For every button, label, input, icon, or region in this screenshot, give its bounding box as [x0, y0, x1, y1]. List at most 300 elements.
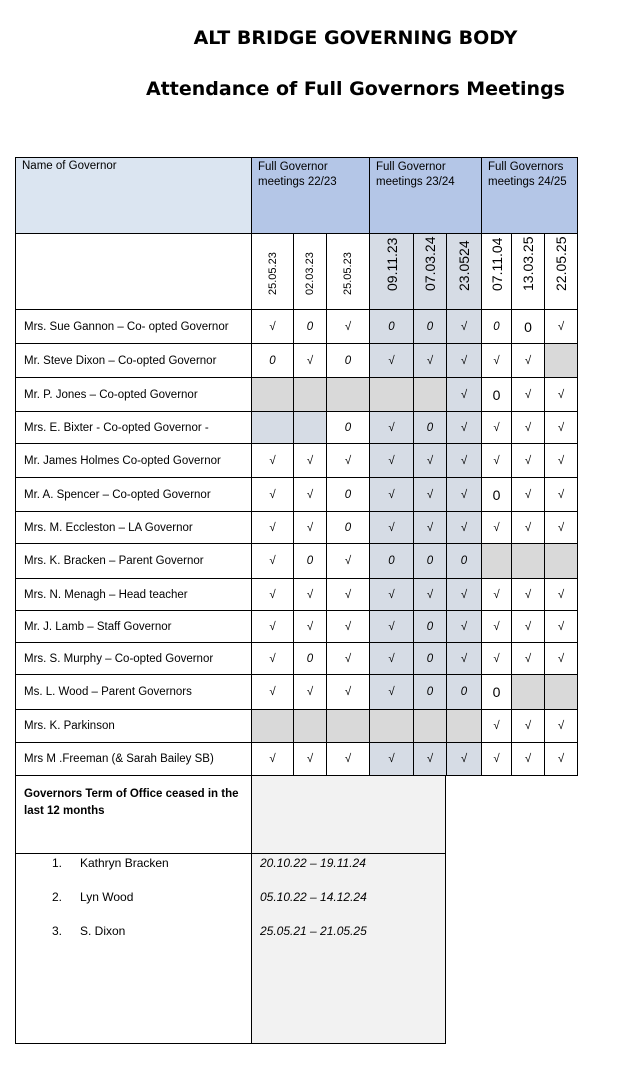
attendance-cell [327, 478, 370, 512]
attendance-mark: √ [524, 521, 532, 534]
attendance-cell [482, 344, 512, 378]
attendance-mark: √ [557, 488, 565, 501]
attendance-cell [294, 412, 327, 444]
attendance-cell [370, 512, 414, 544]
attendance-mark: √ [269, 521, 276, 534]
date-label: 07.11.04 [488, 237, 505, 291]
governor-row [16, 310, 578, 344]
attendance-mark: √ [524, 421, 532, 434]
attendance-mark: √ [524, 652, 532, 665]
attendance-cell [294, 710, 327, 743]
attendance-cell [482, 611, 512, 643]
attendance-mark: √ [269, 454, 276, 467]
attendance-cell [545, 544, 578, 579]
attendance-cell [370, 478, 414, 512]
attendance-cell [414, 412, 447, 444]
attendance-cell [327, 512, 370, 544]
attendance-mark: √ [460, 588, 468, 601]
date-header [414, 234, 447, 310]
governor-row [16, 643, 578, 675]
attendance-cell [512, 643, 545, 675]
attendance-mark: 0 [426, 686, 434, 698]
attendance-cell [414, 378, 447, 412]
attendance-cell [252, 643, 294, 675]
attendance-mark: √ [460, 320, 468, 333]
attendance-cell [294, 310, 327, 344]
attendance-cell [252, 544, 294, 579]
attendance-mark: √ [306, 354, 314, 367]
attendance-mark: 0 [460, 686, 468, 698]
governor-name: Mr. P. Jones – Co-opted Governor [16, 378, 252, 412]
governor-row [16, 344, 578, 378]
attendance-cell [294, 579, 327, 611]
attendance-cell [447, 544, 482, 579]
attendance-cell [447, 743, 482, 776]
attendance-cell [512, 579, 545, 611]
attendance-mark: 0 [306, 652, 314, 665]
attendance-mark: 0 [344, 354, 352, 367]
attendance-cell [545, 412, 578, 444]
date-header [370, 234, 414, 310]
attendance-mark: 0 [426, 555, 434, 567]
attendance-cell [447, 310, 482, 344]
attendance-cell [414, 675, 447, 710]
date-label: 07.03.24 [422, 236, 438, 291]
attendance-mark: √ [426, 521, 434, 534]
attendance-cell [545, 675, 578, 710]
attendance-mark: √ [524, 388, 532, 401]
date-label: 23.0524 [456, 240, 472, 291]
date-header [512, 234, 545, 310]
governor-row [16, 743, 578, 776]
attendance-cell [414, 310, 447, 344]
attendance-mark: √ [388, 521, 395, 534]
attendance-cell [512, 478, 545, 512]
attendance-cell [252, 743, 294, 776]
attendance-mark: √ [557, 454, 565, 467]
attendance-mark: √ [460, 521, 468, 534]
attendance-mark: √ [388, 421, 395, 434]
attendance-mark: 0 [426, 652, 434, 665]
governor-name: Mr. A. Spencer – Co-opted Governor [16, 478, 252, 512]
date-header [294, 234, 327, 310]
attendance-mark: 0 [388, 320, 395, 333]
attendance-mark: √ [269, 686, 276, 698]
attendance-mark: √ [269, 488, 276, 501]
attendance-cell [252, 579, 294, 611]
attendance-cell [545, 710, 578, 743]
attendance-mark: √ [388, 652, 395, 665]
attendance-cell [512, 310, 545, 344]
date-header [447, 234, 482, 310]
attendance-cell [370, 675, 414, 710]
attendance-mark: √ [388, 588, 395, 601]
attendance-cell [294, 743, 327, 776]
attendance-cell [482, 378, 512, 412]
attendance-mark: √ [306, 620, 314, 633]
attendance-cell [447, 643, 482, 675]
governor-row [16, 512, 578, 544]
attendance-mark: √ [557, 421, 565, 434]
attendance-cell [447, 579, 482, 611]
attendance-mark: √ [269, 753, 276, 765]
attendance-mark: √ [557, 652, 565, 665]
governor-row [16, 579, 578, 611]
attendance-cell [545, 378, 578, 412]
attendance-mark: √ [524, 488, 532, 501]
attendance-mark: 0 [344, 521, 352, 534]
date-label: 25.05.23 [342, 252, 354, 295]
attendance-mark: √ [344, 686, 352, 698]
attendance-mark: √ [426, 454, 434, 467]
attendance-mark: √ [344, 652, 352, 665]
attendance-table [15, 157, 578, 776]
governor-name: Mrs. S. Murphy – Co-opted Governor [16, 643, 252, 675]
governor-row [16, 378, 578, 412]
attendance-mark: √ [460, 454, 468, 467]
attendance-cell [447, 710, 482, 743]
attendance-mark: √ [306, 488, 314, 501]
attendance-mark: √ [388, 753, 395, 765]
attendance-mark: √ [306, 521, 314, 534]
attendance-mark: √ [557, 388, 565, 401]
attendance-mark: 0 [344, 421, 352, 434]
attendance-cell [370, 378, 414, 412]
attendance-cell [414, 643, 447, 675]
governor-row [16, 710, 578, 743]
governor-row [16, 412, 578, 444]
attendance-mark: √ [524, 454, 532, 467]
attendance-cell [447, 344, 482, 378]
date-label: 22.05.25 [553, 236, 569, 291]
term-item-number: 3. [52, 924, 63, 938]
governor-name: Mr. Steve Dixon – Co-opted Governor [16, 344, 252, 378]
attendance-cell [252, 675, 294, 710]
term-item-dates: 05.10.22 – 14.12.24 [260, 890, 367, 904]
attendance-cell [545, 579, 578, 611]
attendance-mark: √ [388, 686, 395, 698]
attendance-mark: √ [557, 720, 565, 732]
attendance-cell [327, 344, 370, 378]
attendance-mark: √ [493, 720, 500, 732]
document-title: ALT BRIDGE GOVERNING BODY [193, 27, 518, 49]
attendance-cell [370, 310, 414, 344]
attendance-cell [327, 710, 370, 743]
attendance-cell [414, 512, 447, 544]
attendance-mark: 0 [306, 555, 314, 567]
attendance-mark: √ [344, 555, 352, 567]
governor-name: Mrs. K. Parkinson [16, 710, 252, 743]
attendance-cell [252, 378, 294, 412]
attendance-mark: √ [426, 588, 434, 601]
attendance-cell [252, 412, 294, 444]
date-label: 25.05.23 [266, 252, 279, 295]
governor-name: Mrs. K. Bracken – Parent Governor [16, 544, 252, 579]
attendance-mark: √ [426, 753, 434, 765]
attendance-mark: 0 [493, 320, 500, 333]
attendance-mark: √ [344, 753, 352, 765]
attendance-cell [447, 444, 482, 478]
governor-row [16, 478, 578, 512]
attendance-cell [545, 743, 578, 776]
term-item-number: 1. [52, 856, 63, 870]
term-item-name: Lyn Wood [80, 890, 134, 904]
attendance-cell [414, 444, 447, 478]
attendance-cell [482, 710, 512, 743]
attendance-cell [294, 611, 327, 643]
attendance-cell [294, 643, 327, 675]
term-names-cell [16, 854, 252, 1044]
attendance-cell [545, 512, 578, 544]
attendance-cell [482, 310, 512, 344]
attendance-mark: 0 [492, 684, 501, 700]
attendance-cell [512, 710, 545, 743]
attendance-cell [252, 344, 294, 378]
attendance-mark: 0 [492, 486, 501, 503]
attendance-mark: √ [344, 588, 352, 601]
attendance-cell [370, 444, 414, 478]
attendance-cell [294, 444, 327, 478]
attendance-cell [545, 611, 578, 643]
attendance-cell [545, 478, 578, 512]
attendance-mark: √ [460, 488, 468, 501]
attendance-mark: 0 [306, 320, 314, 333]
term-heading: Governors Term of Office ceased in the last 12 months [16, 776, 252, 854]
attendance-mark: √ [460, 652, 468, 665]
attendance-cell [482, 512, 512, 544]
term-heading-blank [252, 776, 446, 854]
attendance-mark: √ [493, 588, 500, 601]
attendance-cell [294, 378, 327, 412]
attendance-mark: √ [493, 521, 500, 534]
attendance-cell [294, 478, 327, 512]
attendance-cell [370, 743, 414, 776]
date-label: 02.03.23 [304, 252, 316, 295]
attendance-mark: √ [460, 620, 468, 633]
attendance-mark: √ [460, 388, 468, 401]
attendance-cell [482, 579, 512, 611]
term-item [16, 854, 251, 888]
attendance-cell [252, 710, 294, 743]
attendance-cell [414, 544, 447, 579]
attendance-cell [482, 743, 512, 776]
date-label: 09.11.23 [383, 237, 400, 291]
attendance-cell [370, 544, 414, 579]
attendance-mark: √ [493, 753, 500, 765]
term-item-name: S. Dixon [80, 924, 126, 938]
attendance-cell [447, 512, 482, 544]
attendance-mark: √ [388, 354, 395, 367]
attendance-cell [482, 412, 512, 444]
governor-name: Mrs. E. Bixter - Co-opted Governor - [16, 412, 252, 444]
attendance-mark: √ [557, 753, 565, 765]
attendance-mark: 0 [388, 555, 395, 567]
attendance-mark: √ [557, 521, 565, 534]
attendance-cell [252, 512, 294, 544]
term-dates-cell [252, 854, 446, 1044]
attendance-mark: 0 [492, 386, 501, 403]
governor-name: Mr. James Holmes Co-opted Governor [16, 444, 252, 478]
attendance-mark: √ [460, 421, 468, 434]
attendance-mark: √ [557, 320, 565, 333]
attendance-mark: √ [269, 588, 276, 601]
attendance-cell [252, 310, 294, 344]
date-row-blank [16, 234, 252, 310]
attendance-mark: √ [269, 555, 276, 567]
term-item-name: Kathryn Bracken [80, 856, 169, 870]
attendance-cell [370, 412, 414, 444]
attendance-cell [512, 743, 545, 776]
attendance-cell [512, 344, 545, 378]
group-header-2324: Full Governor meetings 23/24 [370, 158, 482, 234]
attendance-mark: 0 [426, 620, 434, 633]
attendance-mark: 0 [269, 354, 276, 367]
attendance-cell [370, 579, 414, 611]
attendance-mark: √ [493, 620, 500, 633]
attendance-mark: √ [524, 354, 532, 367]
attendance-mark: √ [426, 354, 434, 367]
attendance-mark: √ [426, 488, 434, 501]
attendance-cell [447, 611, 482, 643]
governor-name: Ms. L. Wood – Parent Governors [16, 675, 252, 710]
attendance-cell [252, 444, 294, 478]
attendance-mark: √ [524, 720, 532, 732]
governor-row [16, 611, 578, 643]
attendance-cell [545, 344, 578, 378]
attendance-cell [327, 643, 370, 675]
attendance-mark: √ [388, 488, 395, 501]
attendance-cell [327, 444, 370, 478]
attendance-cell [414, 743, 447, 776]
attendance-cell [370, 710, 414, 743]
attendance-mark: 0 [426, 320, 434, 333]
attendance-cell [447, 478, 482, 512]
document-subtitle: Attendance of Full Governors Meetings [145, 78, 565, 100]
attendance-mark: √ [460, 753, 468, 765]
term-item [16, 922, 251, 956]
attendance-cell [414, 478, 447, 512]
attendance-mark: √ [524, 620, 532, 633]
attendance-cell [294, 544, 327, 579]
attendance-cell [327, 310, 370, 344]
attendance-cell [482, 478, 512, 512]
attendance-cell [327, 544, 370, 579]
attendance-cell [327, 378, 370, 412]
attendance-cell [414, 611, 447, 643]
attendance-cell [327, 675, 370, 710]
attendance-cell [545, 310, 578, 344]
term-item [16, 888, 251, 922]
attendance-cell [414, 344, 447, 378]
attendance-cell [327, 579, 370, 611]
attendance-cell [370, 344, 414, 378]
attendance-mark: √ [269, 652, 276, 665]
attendance-cell [512, 444, 545, 478]
attendance-cell [414, 710, 447, 743]
attendance-mark: √ [493, 454, 500, 467]
group-header-2425: Full Governors meetings 24/25 [482, 158, 578, 234]
attendance-mark: √ [524, 588, 532, 601]
attendance-cell [512, 675, 545, 710]
date-header [327, 234, 370, 310]
attendance-mark: √ [493, 652, 500, 665]
attendance-cell [512, 378, 545, 412]
attendance-cell [545, 444, 578, 478]
governor-name: Mrs. N. Menagh – Head teacher [16, 579, 252, 611]
term-item-dates: 25.05.21 – 21.05.25 [260, 924, 367, 938]
governor-row [16, 675, 578, 710]
attendance-mark: √ [344, 454, 352, 467]
attendance-cell [512, 544, 545, 579]
attendance-cell [482, 544, 512, 579]
attendance-cell [294, 675, 327, 710]
attendance-cell [447, 675, 482, 710]
date-label: 13.03.25 [520, 236, 536, 291]
date-header [252, 234, 294, 310]
governor-name: Mrs. M. Eccleston – LA Governor [16, 512, 252, 544]
attendance-cell [370, 643, 414, 675]
attendance-cell [327, 412, 370, 444]
attendance-cell [252, 478, 294, 512]
attendance-cell [294, 344, 327, 378]
attendance-mark: √ [269, 620, 276, 633]
attendance-cell [482, 643, 512, 675]
attendance-mark: √ [557, 620, 565, 633]
attendance-cell [512, 611, 545, 643]
attendance-cell [512, 412, 545, 444]
attendance-cell [327, 743, 370, 776]
attendance-cell [252, 611, 294, 643]
attendance-mark: √ [344, 620, 352, 633]
attendance-mark: √ [306, 686, 314, 698]
attendance-mark: √ [269, 320, 276, 333]
attendance-cell [447, 412, 482, 444]
date-header [482, 234, 512, 310]
name-column-header: Name of Governor [16, 158, 252, 234]
attendance-mark: √ [524, 753, 532, 765]
attendance-cell [545, 643, 578, 675]
term-item-dates: 20.10.22 – 19.11.24 [260, 856, 366, 870]
date-header [545, 234, 578, 310]
attendance-cell [414, 579, 447, 611]
attendance-cell [482, 675, 512, 710]
attendance-mark: √ [306, 753, 314, 765]
term-item-number: 2. [52, 890, 63, 904]
attendance-mark: √ [460, 354, 468, 367]
attendance-mark: √ [306, 588, 314, 601]
attendance-cell [370, 611, 414, 643]
attendance-mark: √ [388, 454, 395, 467]
governor-name: Mr. J. Lamb – Staff Governor [16, 611, 252, 643]
governor-name: Mrs. Sue Gannon – Co- opted Governor [16, 310, 252, 344]
attendance-mark: √ [306, 454, 314, 467]
attendance-mark: 0 [460, 555, 468, 567]
attendance-mark: 0 [524, 318, 532, 335]
attendance-cell [294, 512, 327, 544]
governor-row [16, 544, 578, 579]
attendance-cell [512, 512, 545, 544]
attendance-mark: √ [493, 421, 500, 434]
attendance-mark: 0 [344, 488, 352, 501]
attendance-mark: √ [493, 354, 500, 367]
attendance-cell [327, 611, 370, 643]
governor-name: Mrs M .Freeman (& Sarah Bailey SB) [16, 743, 252, 776]
attendance-mark: √ [388, 620, 395, 633]
attendance-cell [447, 378, 482, 412]
attendance-mark: √ [344, 320, 352, 333]
attendance-cell [482, 444, 512, 478]
attendance-mark: √ [557, 588, 565, 601]
